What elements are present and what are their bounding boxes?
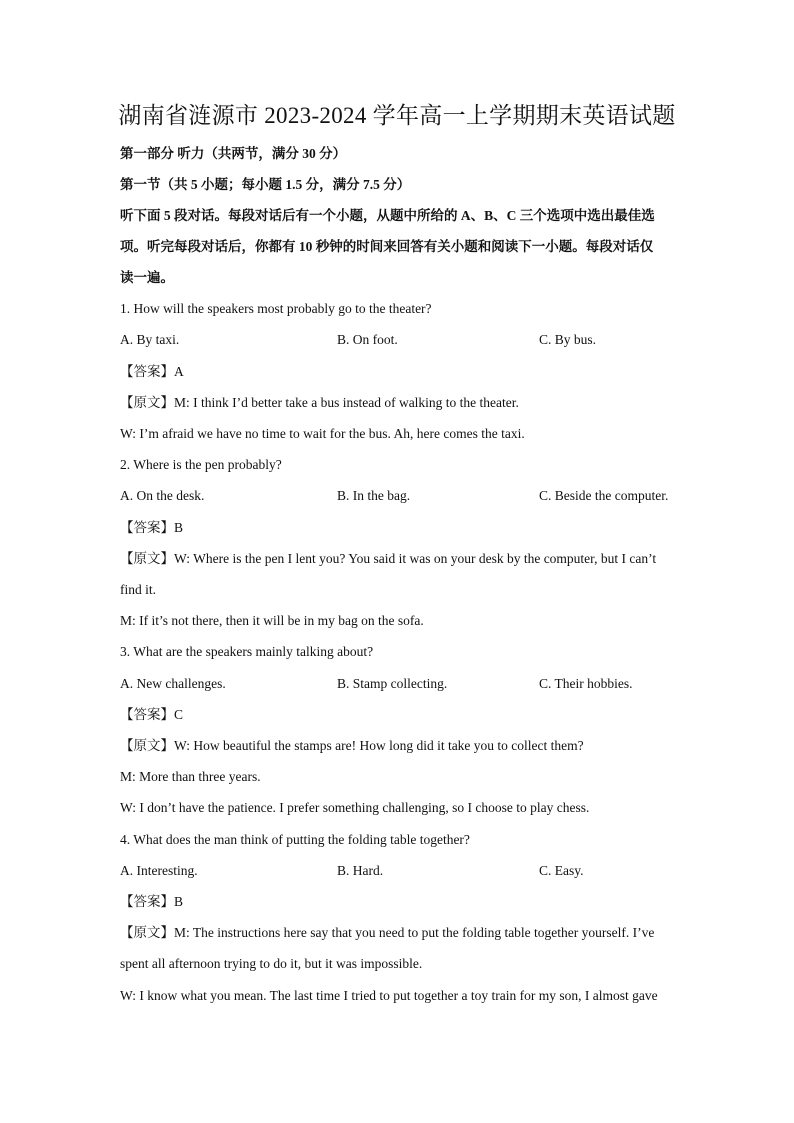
q2-answer: 【答案】B xyxy=(120,520,184,535)
section-heading: 第一节（共 5 小题；每小题 1.5 分，满分 7.5 分） xyxy=(120,177,411,192)
q3-option-c: C. Their hobbies. xyxy=(539,676,633,691)
q4-answer: 【答案】B xyxy=(120,894,184,909)
q1-option-b: B. On foot. xyxy=(337,332,398,347)
q4-option-b: B. Hard. xyxy=(337,863,384,878)
instructions-line-2: 项。听完每段对话后，你都有 10 秒钟的时间来回答有关小题和阅读下一小题。每段对话仅 xyxy=(120,239,654,254)
q4-transcript-line-3: W: I know what you mean. The last time I tried to put together a toy train for my son, I almost gave xyxy=(120,988,658,1003)
document-title: 湖南省涟源市 2023-2024 学年高一上学期期末英语试题 xyxy=(118,103,676,128)
question-1: 1. How will the speakers most probably go to the theater? xyxy=(120,301,432,316)
q4-option-c: C. Easy. xyxy=(539,863,584,878)
q1-option-a: A. By taxi. xyxy=(120,332,180,347)
question-2: 2. Where is the pen probably? xyxy=(120,457,282,472)
part-heading: 第一部分 听力（共两节，满分 30 分） xyxy=(120,146,347,161)
q2-transcript-line-1: 【原文】W: Where is the pen I lent you? You said it was on your desk by the computer, but I can’t xyxy=(120,551,657,566)
q2-transcript-line-2: find it. xyxy=(120,582,156,597)
q2-option-a: A. On the desk. xyxy=(120,488,205,503)
q3-option-a: A. New challenges. xyxy=(120,676,226,691)
q2-option-b: B. In the bag. xyxy=(337,488,411,503)
q3-transcript-line-3: W: I don’t have the patience. I prefer something challenging, so I choose to play chess. xyxy=(120,800,590,815)
q1-option-c: C. By bus. xyxy=(539,332,597,347)
q1-transcript-line-1: 【原文】M: I think I’d better take a bus instead of walking to the theater. xyxy=(120,395,519,410)
question-3: 3. What are the speakers mainly talking about? xyxy=(120,644,374,659)
q4-transcript-line-2: spent all afternoon trying to do it, but it was impossible. xyxy=(120,956,423,971)
q3-option-b: B. Stamp collecting. xyxy=(337,676,448,691)
q2-option-c: C. Beside the computer. xyxy=(539,488,669,503)
q4-transcript-line-1: 【原文】M: The instructions here say that you need to put the folding table together yourself. I’ve xyxy=(120,925,655,940)
instructions-line-3: 读一遍。 xyxy=(120,270,174,285)
instructions-line-1: 听下面 5 段对话。每段对话后有一个小题，从题中所给的 A、B、C 三个选项中选出最佳选 xyxy=(120,208,655,223)
q3-transcript-line-2: M: More than three years. xyxy=(120,769,261,784)
question-4: 4. What does the man think of putting the folding table together? xyxy=(120,832,470,847)
q2-transcript-line-3: M: If it’s not there, then it will be in my bag on the sofa. xyxy=(120,613,424,628)
q1-transcript-line-2: W: I’m afraid we have no time to wait for the bus. Ah, here comes the taxi. xyxy=(120,426,525,441)
q1-answer: 【答案】A xyxy=(120,364,184,379)
q3-transcript-line-1: 【原文】W: How beautiful the stamps are! How long did it take you to collect them? xyxy=(120,738,584,753)
q4-option-a: A. Interesting. xyxy=(120,863,198,878)
q3-answer: 【答案】C xyxy=(120,707,184,722)
